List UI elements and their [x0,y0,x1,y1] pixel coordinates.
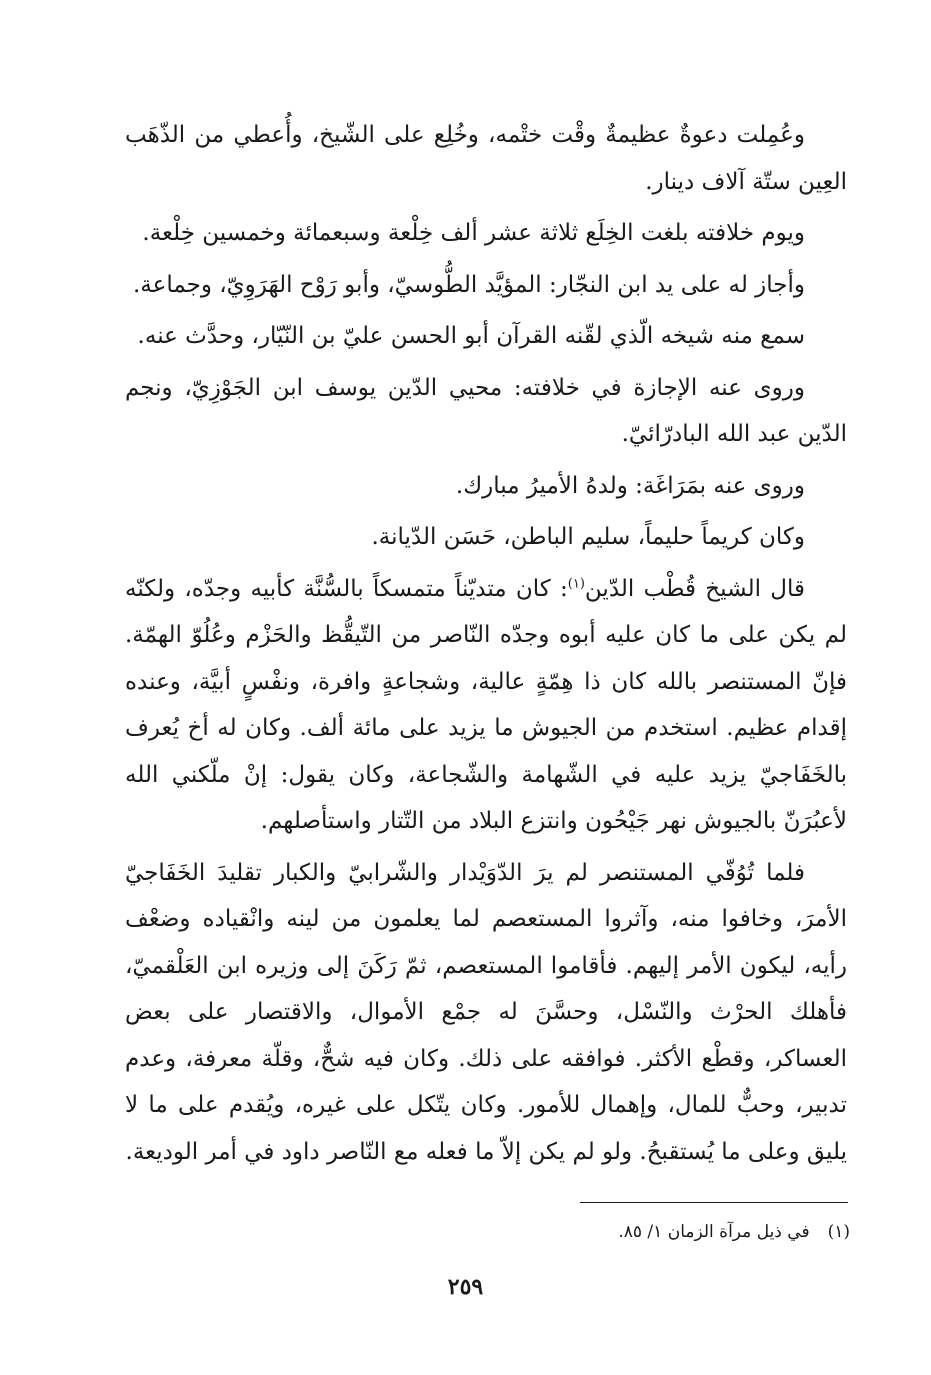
paragraph-feast: وعُمِلت دعوةٌ عظيمةٌ وقْت ختْمه، وخُلِع على الشّيخ، وأُعطي من الذّهَب العِين ستّة آلاف دينار. [125,122,847,195]
paragraph-character: وكان كريماً حليماً، سليم الباطن، حَسَن الدّيانة. [371,524,805,550]
paragraph-maragha: وروى عنه بمَرَاغَة: ولدهُ الأميرُ مبارك. [455,472,805,499]
footnote [560,1220,850,1244]
footnote-number: (١) [827,1222,850,1242]
page-number: ٢٥٩ [447,1274,484,1300]
page-body [125,112,847,1180]
paragraph-teacher: سمع منه شيخه الّذي لقّنه القرآن أبو الحسن عليّ بن النّيّار، وحدَّث عنه. [137,323,805,349]
paragraph-robes: ويوم خلافته بلغت الخِلَع ثلاثة عشر ألف خِلْعة وسبعمائة وخمسين خِلْعة. [142,220,805,246]
footnote-divider [580,1202,848,1203]
paragraph-qutb-quote [125,566,847,845]
quote-body: : كان متديّناً متمسكاً بالسُّنَّة كأبيه وجدّه، ولكنّه لم يكن على ما كان عليه أبوه وجدّه النّاصر من التّيقُّظ والحَزْم وعُلُوّ الهمّة. فإنّ المستنصر بالله كان ذا هِمّةٍ عالية، وشجاعةٍ وافرة، ونفْسٍ أبيَّة، وعنده إقدام عظيم. استخدم من الجيوش ما يزيد على مائة ألف. وكان له أخ يُعرف بالخَفَاجيّ يزيد عليه في الشّهامة والشّجاعة، وكان يقول: إنْ ملّكني الله لأعبُرَنّ بالجيوش نهر جَيْحُون وانتزع البلاد من التّتار واستأصلهم. [125,575,847,834]
quote-intro: قال الشيخ قُطْب الدّين [584,575,805,602]
paragraph-mustasim: فلما تُوُفّي المستنصر لم يرَ الدّوَيْدار والشّرابيّ والكبار تقليدَ الخَفَاجيّ الأمرَ، وخافوا منه، وآثروا المستعصم لما يعلمون من لينه وانْقياده وضعْف رأيه، ليكون الأمر إليهم. فأقاموا المستعصم، ثمّ رَكَنَ إلى وزيره ابن العَلْقميّ، فأهلك الحرْث والنّسْل، وحسَّنَ له جمْع الأموال، والاقتصار على بعض العساكر، وقطْع الأكثر. فوافقه على ذلك. وكان فيه شحٌّ، وقلّة معرفة، وعدم تدبير، وحبٌّ للمال، وإهمال للأمور. وكان يتّكل على غيره، ويُقدم على ما لا يليق وعلى ما يُستقبحُ. ولو لم يكن إلاّ ما فعله مع النّاصر داود في أمر الوديعة. [125,859,847,1165]
paragraph-ijaza: وأجاز له على يد ابن النجّار: المؤيَّد الطُّوسيّ، وأبو رَوْح الهَرَوِيّ، وجماعة. [132,271,805,298]
footnote-marker[interactable]: (١) [567,575,585,591]
paragraph-narrators: وروى عنه الإجازة في خلافته: محيي الدّين يوسف ابن الجَوْزِيّ، ونجم الدّين عبد الله البادرّائيّ. [125,374,847,447]
footnote-text: في ذيل مرآة الزمان ١/ ٨٥. [618,1222,810,1242]
